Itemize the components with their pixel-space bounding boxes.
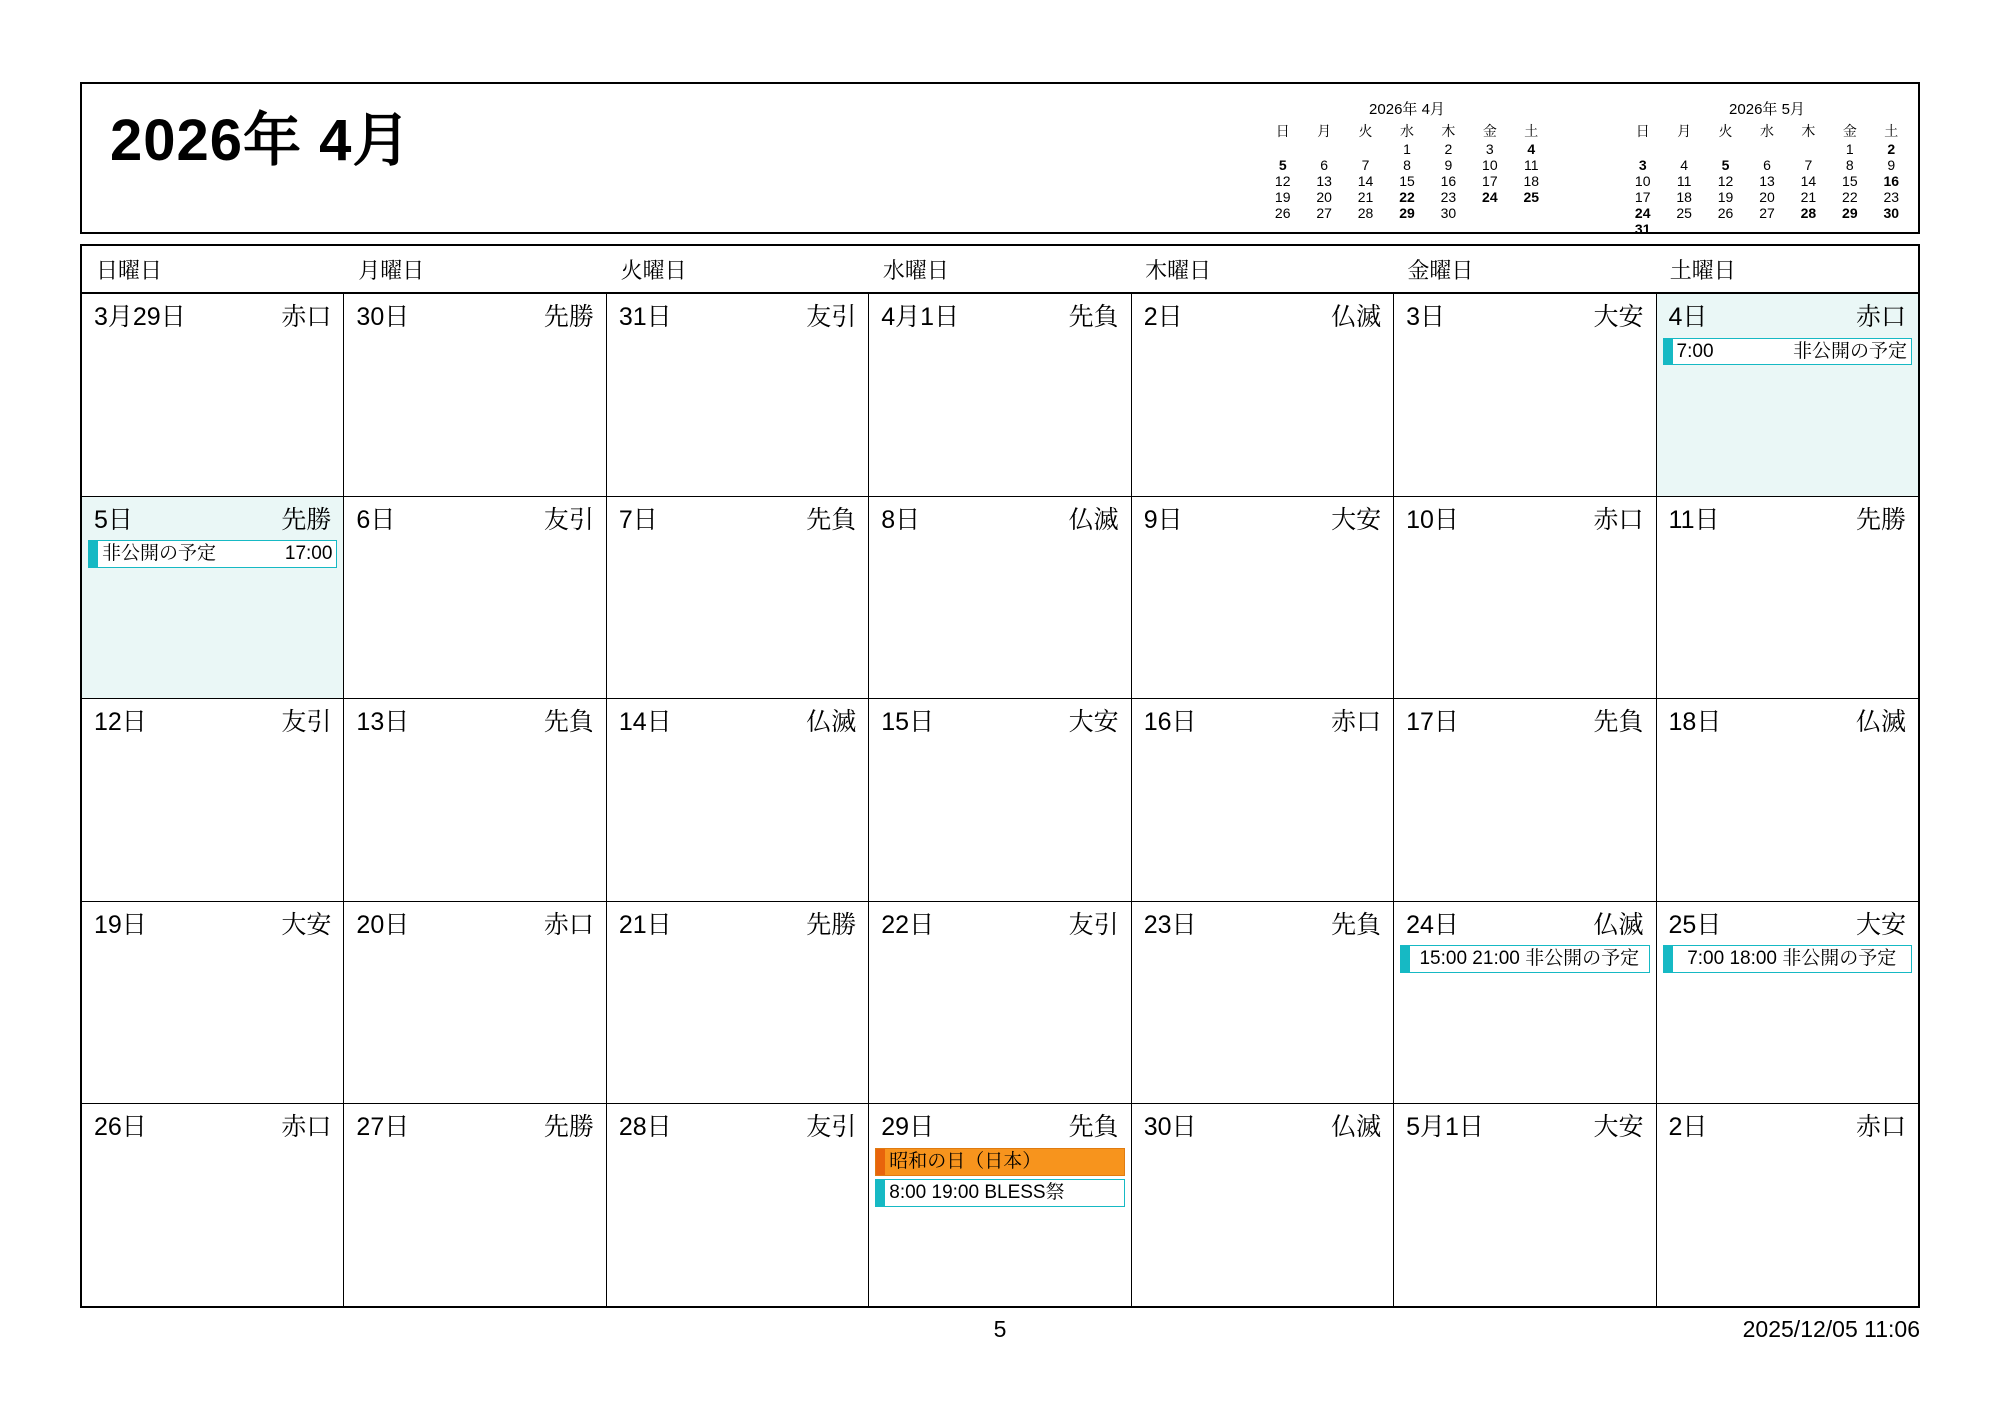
event-list	[869, 1148, 1130, 1207]
day-cell[interactable]	[1132, 1104, 1394, 1306]
event-time: 7:00	[1676, 340, 1714, 362]
mini-weekday-label: 月	[1677, 123, 1692, 139]
mini-week-row	[1262, 141, 1552, 157]
mini-day-cell: 15	[1399, 173, 1415, 189]
calendar-week-row	[82, 294, 1918, 497]
day-header	[1394, 497, 1655, 535]
day-number: 19日	[94, 910, 147, 939]
rokuyo-label: 赤口	[1331, 708, 1382, 737]
mini-day-cell: 6	[1763, 157, 1771, 173]
day-number: 23日	[1143, 910, 1197, 939]
mini-day-cell: 27	[1759, 205, 1775, 221]
rokuyo-label: 先負	[1068, 303, 1119, 331]
rokuyo-label: 赤口	[1855, 1113, 1906, 1142]
day-header	[1132, 497, 1393, 535]
mini-day-empty	[1746, 141, 1787, 157]
rokuyo-label: 先負	[543, 708, 594, 737]
rokuyo-label: 赤口	[281, 1113, 332, 1142]
mini-day-cell: 29	[1842, 205, 1858, 221]
mini-weekday-label: 火	[1358, 123, 1373, 139]
mini-weekday-label: 日	[1275, 123, 1290, 139]
weekday-header-0: 日曜日	[96, 257, 163, 283]
weekday-header-4: 木曜日	[1145, 257, 1212, 283]
day-cell[interactable]	[82, 902, 344, 1104]
mini-day-cell: 20	[1316, 189, 1332, 205]
day-header	[82, 497, 343, 535]
day-header	[1132, 902, 1393, 940]
rokuyo-label: 先勝	[543, 1113, 594, 1142]
rokuyo-label: 先負	[1068, 1113, 1119, 1142]
mini-week-row	[1262, 173, 1552, 189]
event-color-bar	[89, 541, 98, 567]
event-color-bar	[1664, 339, 1673, 365]
mini-day-cell: 18	[1523, 173, 1540, 189]
day-header	[1132, 294, 1393, 332]
rokuyo-label: 大安	[281, 910, 332, 939]
day-cell[interactable]	[1657, 699, 1918, 901]
mini-weekday-label: 火	[1718, 123, 1733, 139]
day-cell[interactable]	[869, 497, 1131, 699]
mini-day-cell: 13	[1316, 173, 1332, 189]
mini-day-cell: 22	[1399, 189, 1415, 205]
mini-day-cell: 7	[1804, 157, 1813, 173]
mini-day-empty	[1469, 205, 1510, 221]
day-header	[1657, 902, 1918, 940]
mini-day-empty	[1262, 141, 1303, 157]
weekday-header-1: 月曜日	[358, 257, 425, 283]
day-number: 7日	[618, 505, 658, 534]
weekday-header-5: 金曜日	[1407, 257, 1474, 283]
mini-week-row	[1262, 205, 1552, 221]
day-header	[1394, 294, 1655, 332]
calendar-week-row	[82, 497, 1918, 700]
day-number: 11日	[1668, 505, 1720, 534]
day-number: 4月1日	[881, 303, 960, 331]
mini-month-body	[1622, 141, 1912, 237]
mini-month-current	[1262, 98, 1552, 221]
mini-day-cell: 23	[1883, 189, 1900, 205]
day-cell[interactable]	[1394, 902, 1656, 1104]
mini-weekday-label: 水	[1759, 123, 1774, 139]
event-chip[interactable]	[1400, 945, 1649, 973]
mini-month-weekday-row	[1622, 123, 1912, 141]
day-header	[607, 902, 868, 940]
mini-day-cell: 11	[1523, 157, 1539, 173]
mini-day-cell: 1	[1403, 141, 1411, 157]
day-cell[interactable]	[1394, 699, 1656, 901]
day-header	[1132, 699, 1393, 737]
mini-day-empty	[1788, 141, 1829, 157]
day-number: 8日	[881, 505, 921, 534]
day-header	[344, 497, 605, 535]
event-label: 15:00 21:00 非公開の予定	[1419, 948, 1640, 970]
calendar-week-row	[82, 699, 1918, 902]
day-cell[interactable]	[82, 294, 344, 496]
day-header	[607, 1104, 868, 1142]
day-header	[869, 902, 1130, 940]
day-cell[interactable]	[1132, 497, 1394, 699]
mini-month-body	[1262, 141, 1552, 221]
event-title: 17:00	[284, 543, 333, 565]
mini-day-cell: 15	[1842, 173, 1858, 189]
day-cell[interactable]	[1132, 902, 1394, 1104]
event-chip[interactable]	[1663, 338, 1912, 366]
event-label: 昭和の日（日本）	[889, 1150, 1042, 1172]
rokuyo-label: 先勝	[806, 910, 857, 939]
event-title: 非公開の予定	[1792, 340, 1907, 362]
day-number: 9日	[1143, 505, 1183, 534]
mini-day-cell: 18	[1676, 189, 1692, 205]
day-cell[interactable]	[1657, 1104, 1918, 1306]
day-cell[interactable]	[344, 699, 606, 901]
day-header	[607, 294, 868, 332]
day-number: 12日	[94, 708, 147, 737]
day-number: 15日	[881, 708, 935, 737]
day-number: 22日	[881, 910, 935, 939]
day-number: 30日	[1143, 1113, 1197, 1142]
mini-day-cell: 6	[1320, 157, 1329, 173]
mini-day-cell: 28	[1800, 205, 1817, 221]
event-list	[1657, 338, 1918, 366]
day-cell[interactable]	[1394, 294, 1656, 496]
day-number: 26日	[94, 1113, 147, 1142]
mini-weekday-label: 日	[1635, 123, 1650, 139]
mini-month-title: 2026年 5月	[1729, 101, 1805, 118]
rokuyo-label: 先勝	[1855, 505, 1906, 534]
event-color-bar	[1401, 946, 1410, 972]
event-color-bar	[876, 1180, 885, 1206]
day-header	[607, 699, 868, 737]
mini-day-cell: 20	[1759, 189, 1775, 205]
mini-weekday-label: 水	[1399, 123, 1414, 139]
day-header	[344, 294, 605, 332]
day-header	[1657, 1104, 1918, 1142]
mini-day-cell: 10	[1482, 157, 1498, 173]
mini-day-cell: 8	[1845, 157, 1854, 173]
day-header	[1394, 1104, 1655, 1142]
mini-week-row	[1622, 173, 1912, 189]
mini-day-cell: 9	[1887, 157, 1896, 173]
mini-day-cell: 16	[1883, 173, 1900, 189]
mini-day-cell: 30	[1440, 205, 1457, 221]
event-label: 8:00 19:00 BLESS祭	[889, 1181, 1065, 1203]
rokuyo-label: 友引	[806, 303, 857, 331]
mini-week-row	[1622, 141, 1912, 157]
day-number: 6日	[356, 505, 396, 534]
mini-day-cell: 25	[1523, 189, 1540, 205]
day-number: 4日	[1668, 303, 1708, 331]
rokuyo-label: 仏滅	[1331, 303, 1382, 331]
weekday-header-row	[80, 244, 1920, 294]
rokuyo-label: 仏滅	[1593, 910, 1644, 939]
day-number: 20日	[356, 910, 410, 939]
mini-weekday-label: 月	[1317, 123, 1332, 139]
rokuyo-label: 大安	[1068, 708, 1119, 737]
day-cell[interactable]	[1132, 699, 1394, 901]
day-cell[interactable]	[1657, 497, 1918, 699]
rokuyo-label: 赤口	[1593, 505, 1644, 534]
day-cell[interactable]	[344, 294, 606, 496]
rokuyo-label: 仏滅	[1068, 505, 1119, 534]
mini-day-empty	[1746, 221, 1787, 237]
mini-day-cell: 16	[1440, 173, 1457, 189]
rokuyo-label: 先負	[806, 505, 857, 534]
event-time: 非公開の予定	[102, 543, 217, 565]
rokuyo-label: 友引	[806, 1113, 857, 1142]
mini-day-cell: 19	[1274, 189, 1291, 205]
mini-day-cell: 28	[1357, 205, 1374, 221]
day-number: 5日	[94, 505, 133, 534]
calendar-week-row	[82, 902, 1918, 1105]
day-cell[interactable]	[1394, 497, 1656, 699]
event-list	[1394, 945, 1655, 973]
mini-week-row	[1622, 205, 1912, 221]
event-list	[82, 540, 343, 568]
mini-week-row	[1622, 221, 1912, 237]
rokuyo-label: 友引	[281, 708, 332, 737]
mini-weekday-label: 木	[1801, 123, 1816, 139]
rokuyo-label: 大安	[1855, 910, 1906, 939]
mini-week-row	[1262, 157, 1552, 173]
mini-day-empty	[1829, 221, 1870, 237]
weekday-header-3: 水曜日	[882, 257, 949, 283]
page-title: 2026年 4月	[110, 108, 412, 173]
day-cell[interactable]	[869, 294, 1131, 496]
mini-month-next	[1622, 98, 1912, 237]
rokuyo-label: 赤口	[543, 910, 594, 939]
day-cell[interactable]	[82, 699, 344, 901]
day-cell[interactable]	[607, 497, 869, 699]
mini-weekday-label: 金	[1842, 123, 1857, 139]
rokuyo-label: 先負	[1331, 910, 1382, 939]
event-label	[98, 541, 336, 567]
mini-day-cell: 2	[1887, 141, 1896, 157]
day-header	[344, 902, 605, 940]
mini-day-cell: 12	[1274, 173, 1291, 189]
mini-day-cell: 17	[1482, 173, 1498, 189]
calendar-week-row	[82, 1104, 1918, 1306]
day-number: 17日	[1406, 708, 1459, 737]
day-number: 21日	[618, 910, 672, 939]
day-number: 18日	[1668, 708, 1722, 737]
mini-day-cell: 1	[1845, 141, 1854, 157]
mini-weekday-label: 土	[1884, 123, 1899, 139]
mini-week-row	[1262, 189, 1552, 205]
rokuyo-label: 仏滅	[806, 708, 857, 737]
weekday-header-2: 火曜日	[620, 257, 687, 283]
weekday-header-6: 土曜日	[1669, 257, 1736, 283]
holiday-chip[interactable]	[875, 1148, 1124, 1176]
mini-month-weekday-row	[1262, 123, 1552, 141]
day-number: 27日	[356, 1113, 410, 1142]
day-header	[869, 294, 1130, 332]
mini-day-cell: 13	[1759, 173, 1775, 189]
rokuyo-label: 大安	[1593, 1113, 1644, 1142]
mini-day-cell: 5	[1721, 157, 1730, 173]
day-header	[82, 1104, 343, 1142]
mini-day-cell: 27	[1316, 205, 1332, 221]
mini-day-cell: 31	[1634, 221, 1651, 237]
day-header	[869, 1104, 1130, 1142]
day-header	[1132, 1104, 1393, 1142]
calendar-header	[80, 82, 1920, 237]
mini-day-empty	[1705, 141, 1746, 157]
rokuyo-label: 仏滅	[1331, 1113, 1382, 1142]
day-header	[869, 699, 1130, 737]
mini-weekday-label: 金	[1482, 123, 1497, 139]
mini-day-cell: 29	[1399, 205, 1415, 221]
day-header	[344, 699, 605, 737]
mini-day-cell: 24	[1634, 205, 1651, 221]
mini-day-cell: 3	[1638, 157, 1647, 173]
mini-day-cell: 2	[1444, 141, 1453, 157]
mini-month-title: 2026年 4月	[1369, 101, 1445, 118]
mini-week-row	[1622, 157, 1912, 173]
mini-day-cell: 12	[1717, 173, 1734, 189]
mini-week-row	[1622, 189, 1912, 205]
day-cell[interactable]	[344, 1104, 606, 1306]
day-header	[1394, 699, 1655, 737]
day-header	[1657, 497, 1918, 535]
mini-day-cell: 22	[1842, 189, 1858, 205]
event-label	[1673, 339, 1911, 365]
mini-day-cell: 23	[1440, 189, 1457, 205]
event-list	[1657, 945, 1918, 973]
mini-day-empty	[1303, 141, 1344, 157]
calendar-grid	[80, 294, 1920, 1308]
mini-day-cell: 30	[1883, 205, 1900, 221]
day-number: 3日	[1406, 303, 1446, 331]
mini-day-cell: 24	[1482, 189, 1498, 205]
rokuyo-label: 先勝	[281, 505, 332, 534]
day-number: 31日	[618, 303, 672, 331]
day-cell[interactable]	[1132, 294, 1394, 496]
day-cell[interactable]	[869, 1104, 1131, 1306]
day-header	[1657, 699, 1918, 737]
day-cell[interactable]	[607, 1104, 869, 1306]
day-header	[82, 902, 343, 940]
rokuyo-label: 先勝	[543, 303, 594, 331]
day-cell[interactable]	[1394, 1104, 1656, 1306]
mini-day-cell: 11	[1676, 173, 1692, 189]
mini-month-table	[1262, 123, 1552, 221]
mini-day-cell: 14	[1800, 173, 1817, 189]
mini-month-table	[1622, 123, 1912, 237]
mini-day-cell: 26	[1717, 205, 1734, 221]
event-chip[interactable]	[1663, 945, 1912, 973]
mini-day-cell: 4	[1527, 141, 1536, 157]
mini-day-cell: 8	[1403, 157, 1411, 173]
event-chip[interactable]	[875, 1179, 1124, 1207]
day-cell[interactable]	[344, 497, 606, 699]
day-number: 29日	[881, 1113, 935, 1142]
print-timestamp: 2025/12/05 11:06	[1742, 1316, 1920, 1342]
mini-day-empty	[1622, 141, 1663, 157]
day-cell[interactable]	[1657, 294, 1918, 496]
day-cell[interactable]	[869, 902, 1131, 1104]
mini-day-empty	[1871, 221, 1912, 237]
day-number: 2日	[1668, 1113, 1708, 1142]
mini-day-cell: 25	[1676, 205, 1692, 221]
mini-day-cell: 4	[1680, 157, 1689, 173]
day-number: 14日	[618, 708, 672, 737]
mini-day-cell: 9	[1444, 157, 1453, 173]
rokuyo-label: 先負	[1593, 708, 1644, 737]
day-number: 24日	[1406, 910, 1459, 939]
mini-day-empty	[1788, 221, 1829, 237]
rokuyo-label: 友引	[1068, 910, 1119, 939]
day-number: 3月29日	[94, 303, 186, 331]
event-color-bar	[876, 1149, 885, 1175]
page-number: 5	[993, 1316, 1007, 1342]
mini-day-cell: 19	[1717, 189, 1734, 205]
rokuyo-label: 赤口	[1855, 303, 1906, 331]
day-number: 5月1日	[1406, 1113, 1484, 1142]
day-cell[interactable]	[344, 902, 606, 1104]
mini-day-cell: 21	[1800, 189, 1817, 205]
day-header	[82, 699, 343, 737]
day-cell[interactable]	[1657, 902, 1918, 1104]
day-number: 25日	[1668, 910, 1722, 939]
mini-day-cell: 5	[1278, 157, 1287, 173]
day-header	[1394, 902, 1655, 940]
day-cell[interactable]	[607, 294, 869, 496]
mini-day-cell: 14	[1357, 173, 1374, 189]
mini-day-empty	[1511, 205, 1552, 221]
mini-day-cell: 3	[1485, 141, 1494, 157]
day-number: 2日	[1143, 303, 1183, 331]
mini-day-cell: 7	[1361, 157, 1370, 173]
day-number: 16日	[1143, 708, 1197, 737]
day-header	[82, 294, 343, 332]
day-cell[interactable]	[869, 699, 1131, 901]
event-chip[interactable]	[88, 540, 337, 568]
mini-day-cell: 21	[1357, 189, 1374, 205]
day-cell[interactable]	[607, 699, 869, 901]
mini-day-empty	[1345, 141, 1386, 157]
mini-day-cell: 10	[1634, 173, 1651, 189]
day-number: 30日	[356, 303, 410, 331]
day-header	[1657, 294, 1918, 332]
rokuyo-label: 赤口	[281, 303, 332, 331]
mini-day-empty	[1663, 221, 1704, 237]
rokuyo-label: 仏滅	[1855, 708, 1906, 737]
mini-weekday-label: 木	[1441, 123, 1456, 139]
event-color-bar	[1664, 946, 1673, 972]
mini-day-empty	[1705, 221, 1746, 237]
rokuyo-label: 友引	[543, 505, 594, 534]
day-cell[interactable]	[607, 902, 869, 1104]
day-header	[607, 497, 868, 535]
day-header	[869, 497, 1130, 535]
day-number: 13日	[356, 708, 410, 737]
day-cell[interactable]	[82, 1104, 344, 1306]
mini-day-empty	[1663, 141, 1704, 157]
rokuyo-label: 大安	[1593, 303, 1644, 331]
day-header	[344, 1104, 605, 1142]
event-label: 7:00 18:00 非公開の予定	[1687, 948, 1897, 970]
mini-weekday-label: 土	[1524, 123, 1539, 139]
mini-day-cell: 26	[1274, 205, 1291, 221]
day-number: 10日	[1406, 505, 1459, 534]
rokuyo-label: 大安	[1331, 505, 1382, 534]
day-cell[interactable]	[82, 497, 344, 699]
mini-day-cell: 17	[1634, 189, 1651, 205]
day-number: 28日	[618, 1113, 672, 1142]
